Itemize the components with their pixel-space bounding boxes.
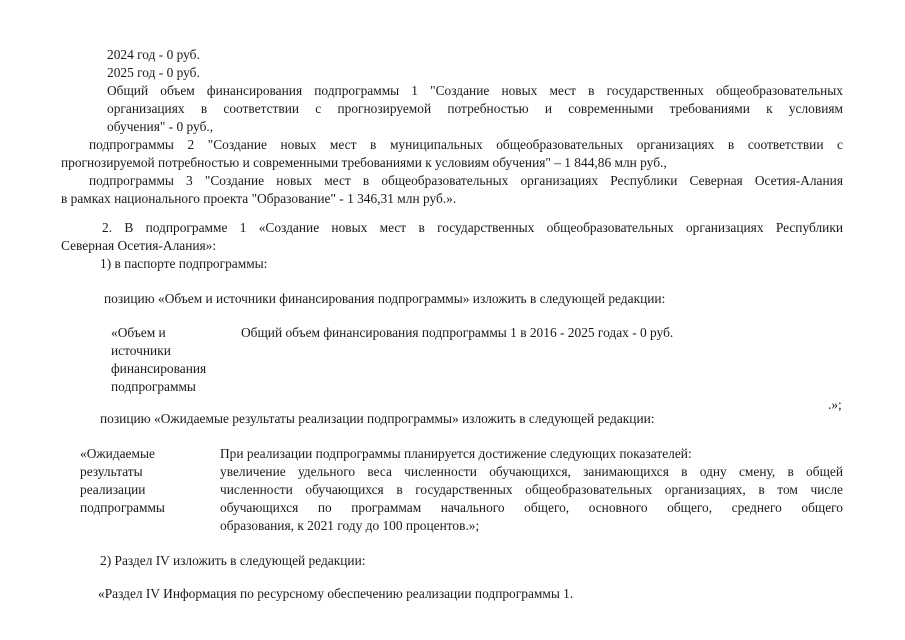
year-2025-line: 2025 год - 0 руб. bbox=[107, 65, 200, 80]
subprogram-2-line-2: прогнозируемой потребностью и современными требованиями к условиям обучения" – 1 844,86 млн руб., bbox=[61, 155, 667, 170]
position-2-value-line-5: образования, к 2021 году до 100 процентов.»; bbox=[220, 518, 480, 533]
total-financing-line-3: обучения" - 0 руб., bbox=[107, 119, 214, 134]
position-2-value-line-4: обучающихся по программам начального общего, основного общего, среднего общего bbox=[220, 500, 843, 515]
passport-item: 1) в паспорте подпрограммы: bbox=[100, 256, 268, 271]
section-2-heading-line-2: Северная Осетия-Алания»: bbox=[61, 238, 217, 253]
position-1-label-line-4: подпрограммы bbox=[111, 379, 196, 394]
section-iv-item: 2) Раздел IV изложить в следующей редакции: bbox=[100, 553, 366, 568]
position-2-label-line-4: подпрограммы bbox=[80, 500, 165, 515]
position-2-value-line-3: численности обучающихся в государственных общеобразовательных организациях, в том числе bbox=[220, 482, 843, 497]
subprogram-3-line-1: подпрограммы 3 "Создание новых мест в общеобразовательных организациях Республики Северная Осетия-Алания bbox=[89, 173, 843, 188]
position-1-value: Общий объем финансирования подпрограммы 1 в 2016 - 2025 годах - 0 руб. bbox=[241, 325, 674, 340]
position-1-label-line-1: «Объем и bbox=[111, 325, 166, 340]
position-2-label-line-2: результаты bbox=[80, 464, 143, 479]
position-2-label-line-1: «Ожидаемые bbox=[80, 446, 155, 461]
position-2-value-line-1: При реализации подпрограммы планируется достижение следующих показателей: bbox=[220, 446, 692, 461]
total-financing-line-1: Общий объем финансирования подпрограммы 1 "Создание новых мест в государственных общеобразовательных bbox=[107, 83, 843, 98]
position-1-intro: позицию «Объем и источники финансирования подпрограммы» изложить в следующей редакции: bbox=[104, 291, 666, 306]
position-1-label-line-2: источники bbox=[111, 343, 171, 358]
subprogram-3-line-2: в рамках национального проекта "Образование" - 1 346,31 млн руб.». bbox=[61, 191, 457, 206]
position-1-closing: .»; bbox=[828, 397, 842, 412]
section-iv-heading: «Раздел IV Информация по ресурсному обеспечению реализации подпрограммы 1. bbox=[98, 586, 574, 601]
subprogram-2-line-1: подпрограммы 2 "Создание новых мест в муниципальных общеобразовательных организациях в соответствии с bbox=[89, 137, 843, 152]
total-financing-line-2: организациях в соответствии с прогнозируемой потребностью и современными требованиями к условиям bbox=[107, 101, 843, 116]
position-2-value-line-2: увеличение удельного веса численности обучающихся, занимающихся в одну смену, в общей bbox=[220, 464, 843, 479]
position-2-label-line-3: реализации bbox=[80, 482, 146, 497]
position-2-intro: позицию «Ожидаемые результаты реализации подпрограммы» изложить в следующей редакции: bbox=[100, 411, 655, 426]
year-2024-line: 2024 год - 0 руб. bbox=[107, 47, 200, 62]
position-1-label-line-3: финансирования bbox=[111, 361, 207, 376]
section-2-heading-line-1: 2. В подпрограмме 1 «Создание новых мест в государственных общеобразовательных организациях Республики bbox=[102, 220, 843, 235]
